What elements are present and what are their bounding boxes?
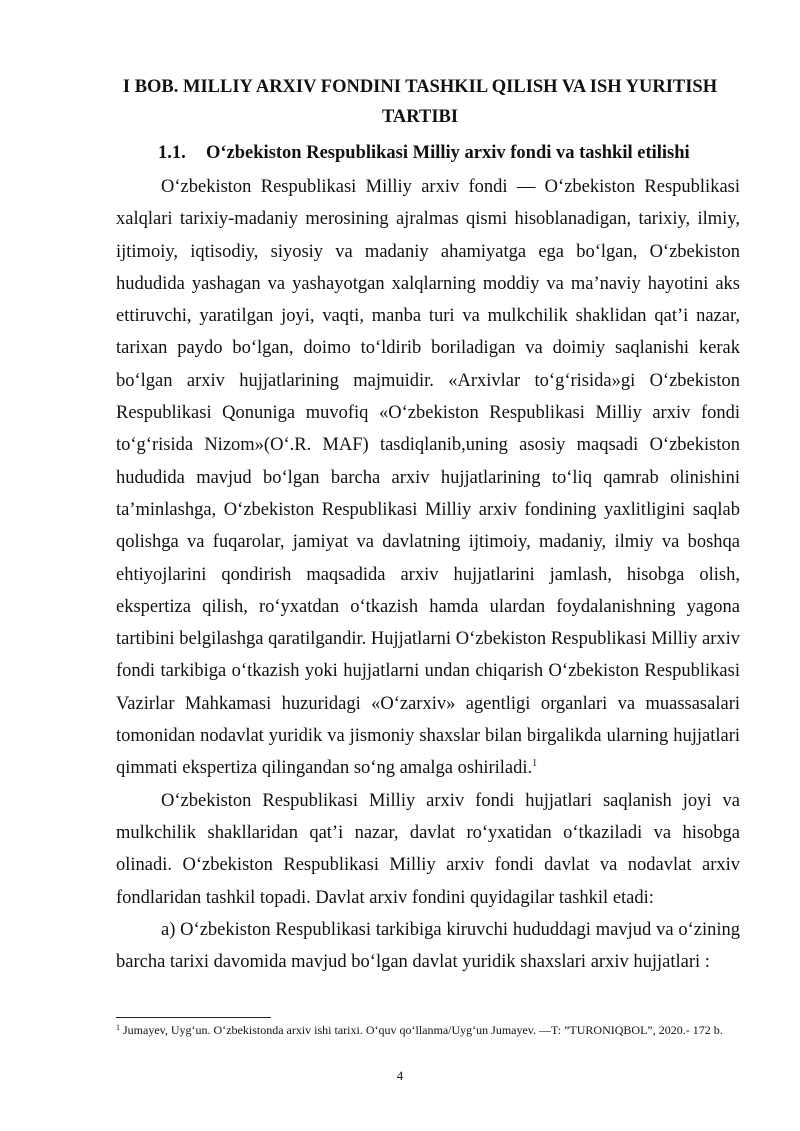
chapter-title: I BOB. MILLIY ARXIV FONDINI TASHKIL QILISH VA ISH YURITISH TARTIBI	[122, 77, 718, 127]
section-number: 1.1.	[158, 143, 186, 163]
section-heading	[158, 138, 690, 168]
paragraph-2-text: O‘zbekiston Respublikasi Milliy arxiv fondi hujjatlari saqlanish joyi va mulkchilik shakllaridan qat’i nazar, davlat ro‘yxatidan o‘tkaziladi va hisobga olinadi. O‘zbekiston Respublikasi Milliy arxiv fondi davlat va nodavlat arxiv fondlaridan tashkil topadi. Davlat arxiv fondini quyidagilar tashkil etadi:	[116, 790, 740, 908]
footnote-text: Jumayev, Uyg‘un. O‘zbekistonda arxiv ishi tarixi. O‘quv qo‘llanma/Uyg‘un Jumayev. —T: ”TURONIQBOL”, 2020.- 172 b.	[123, 1023, 723, 1037]
paragraph-2	[116, 785, 740, 914]
paragraph-1	[116, 171, 740, 785]
body-text	[116, 171, 740, 978]
section-title: O‘zbekiston Respublikasi Milliy arxiv fondi va tashkil etilishi	[206, 143, 690, 163]
footnote	[116, 1022, 740, 1039]
footnote-separator	[116, 1017, 271, 1018]
paragraph-3	[116, 914, 740, 979]
footnote-marker: 1	[116, 1023, 120, 1032]
footnote-reference: 1	[532, 758, 538, 770]
page-number: 4	[396, 1068, 404, 1083]
paragraph-3-text: a) O‘zbekiston Respublikasi tarkibiga kiruvchi hududdagi mavjud va o‘zining barcha tarixi davomida mavjud bo‘lgan davlat yuridik shaxslari arxiv hujjatlari :	[116, 919, 740, 973]
paragraph-1-text: O‘zbekiston Respublikasi Milliy arxiv fondi — O‘zbekiston Respublikasi xalqlari tarixiy-madaniy merosining ajralmas qismi hisoblanadigan, tarixiy, ilmiy, ijtimoiy, iqtisodiy, siyosiy va madaniy ahamiyatga ega bo‘lgan, O‘zbekiston hududida yashagan va yashayotgan xalqlarning moddiy va ma’naviy hayotini aks ettiruvchi, yaratilgan joyi, vaqti, manba turi va mulkchilik shaklidan qat’i nazar, tarixan paydo bo‘lgan, doimo to‘ldirib boriladigan va doimiy saqlanishi kerak bo‘lgan arxiv hujjatlarining majmuidir. «Arxivlar to‘g‘risida»gi O‘zbekiston Respublikasi Qonuniga muvofiq «O‘zbekiston Respublikasi Milliy arxiv fondi to‘g‘risida Nizom»(O‘.R. MAF) tasdiqlanib,uning asosiy maqsadi O‘zbekiston hududida mavjud bo‘lgan barcha arxiv hujjatlarining to‘liq qamrab olinishini ta’minlashga, O‘zbekiston Respublikasi Milliy arxiv fondining yaxlitligini saqlab qolishga va fuqarolar, jamiyat va davlatning ijtimoiy, madaniy, ilmiy va boshqa ehtiyojlarini qondirish maqsadida arxiv hujjatlarini jamlash, hisobga olish, ekspertiza qilish, ro‘yxatdan o‘tkazish hamda ulardan foydalanishning yagona tartibini belgilashga qaratilgandir. Hujjatlarni O‘zbekiston Respublikasi Milliy arxiv fondi tarkibiga o‘tkazish yoki hujjatlarni undan chiqarish O‘zbekiston Respublikasi Vazirlar Mahkamasi huzuridagi «O‘zarxiv» agentligi organlari va muassasalari tomonidan nodavlat yuridik va jismoniy shaxslar bilan birgalikda ularning hujjatlari qimmati ekspertiza qilingandan so‘ng amalga oshiriladi.	[116, 177, 740, 779]
